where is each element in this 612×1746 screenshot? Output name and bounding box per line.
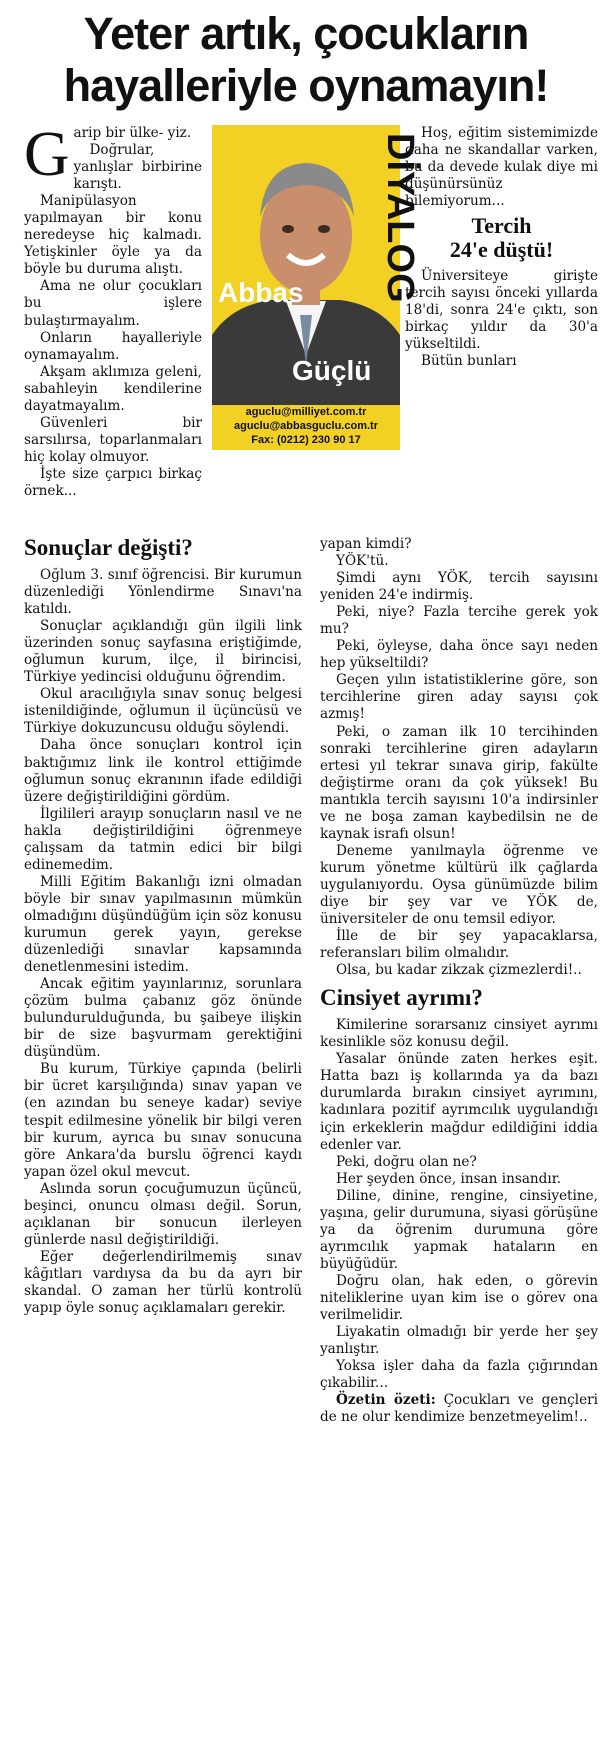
right-continue-paragraph-10: Olsa, bu kadar zikzak çizmezlerdi!.. [336, 962, 582, 979]
right-section-paragraph-6: Doğru olan, hak eden, o görevin niteliklerine uyan kim ise o görev ona verilmelidir. [320, 1272, 598, 1324]
headline-line-1: Yeter artık, çocukların [83, 8, 529, 59]
right-continue-paragraph-7: Peki, o zaman ilk 10 tercihinden sonraki tercihlerine giren adayların ertesi yıl tekrar sınava girip, fakülte değiştirme oranı da çok yüksek! Bu mantıkla tercih sayısını 10'a indirsinler ve ne boşa zaman kaybedilsin ne de kaynak israfı olsun! [320, 723, 598, 842]
left-section-paragraph-3: Okul aracılığıyla sınav sonuç belgesi istenildiğinde, oğlumun il üçüncüsü ve Türkiye dokuzuncusu olduğu söylendi. [24, 686, 302, 737]
author-first-name: Abbas [218, 277, 304, 308]
right-top-column [405, 125, 598, 371]
right-section-paragraph-2: Yasalar önünde zaten herkes eşit. Hatta bazı iş kollarında ya da bazı durumlarda bırakın cinsiyet ayrımını, kadınlara pozitif ayrımcılık uygulandığı için erkeklerin mağdur edildiğini iddia edenler var. [320, 1051, 598, 1153]
author-last-name: Güçlü [292, 355, 372, 386]
right-continue-paragraph-2: YÖK'tü. [336, 553, 389, 570]
intro-paragraph-2: Doğrular, yanlışlar birbirine karıştı. [73, 142, 202, 193]
right-section-paragraph-1: Kimilerine sorarsanız cinsiyet ayrımı kesinlikle söz konusu değil. [320, 1017, 598, 1051]
left-section-paragraph-5: İlgilileri arayıp sonuçların nasıl ve ne hakla değiştirildiğini öğrenmeye çalışsam da tatmin edici bir bilgi edinemedim. [24, 805, 302, 873]
intro-paragraph-8: İşte size çarpıcı birkaç örnek... [24, 465, 202, 499]
right-continue-paragraph-5: Peki, öyleyse, daha önce sayı neden hep yükseltildi? [320, 638, 598, 672]
right-section-paragraph-3: Peki, doğru olan ne? [336, 1153, 477, 1170]
left-section-body [24, 567, 302, 1317]
left-column [24, 119, 202, 500]
section-heading-tercih: Tercih 24'e düştü! [449, 213, 554, 263]
section-heading-sonuclar: Sonuçlar değişti? [24, 535, 193, 560]
drop-cap: G [24, 119, 70, 189]
right-paragraph-1: Hoş, eğitim sistemimizde daha ne skandallar varken, bu da devede kulak diye mi düşünürsünüz bilemiyorum... [405, 125, 598, 210]
left-section-paragraph-8: Bu kurum, Türkiye çapında (belirli bir ücret karşılığında) sınav yapan ve (en azından bu seneye kadar) seviye tespit edilmesine yönelik bir bilgi veren bir kurum, ayrıca bu sınav sonucuna göre Ankara'da burslu öğrenci kaydı yapan özel okul mevcut. [24, 1061, 302, 1180]
left-section [24, 529, 302, 1317]
right-section-paragraph-7: Liyakatin olmadığı bir yerde her şey yanlıştır. [320, 1324, 598, 1358]
right-continue-column [320, 536, 598, 1426]
intro-paragraph-1: Garip bir ülke- yiz. [24, 119, 192, 189]
right-section-paragraph-4: Her şeyden önce, insan insandır. [336, 1170, 562, 1187]
right-continue-body [320, 536, 598, 979]
left-section-paragraph-4: Daha önce sonuçları kontrol için baktığımız link ile kontrol ettiğimde oğlumun sonuç ekranının ifade edildiği üzere değiştirildiğini gördüm. [24, 737, 302, 805]
right-paragraph-3: Bütün bunları [421, 353, 517, 370]
final-summary: Özetin özeti: Çocukları ve gençleri de ne olur kendimize benzetmeyelim!.. [320, 1392, 599, 1426]
right-continue-paragraph-4: Peki, niye? Fazla tercihe gerek yok mu? [320, 604, 598, 638]
headline-line-2: hayalleriyle oynamayın! [63, 60, 549, 111]
left-section-paragraph-1: Oğlum 3. sınıf öğrencisi. Bir kurumun düzenlediği Yönlendirme Sınavı'na katıldı. [24, 567, 302, 618]
right-section-body [320, 1017, 598, 1392]
left-section-paragraph-7: Ancak eğitim yayınlarınız, sorunlara çözüm bulma çabanız göz önünde bulundurulduğunda, bu şaibeye ilişkin bir de size başvurmam gerektiğini düşündüm. [24, 976, 302, 1061]
right-section-paragraph-8: Yoksa işler daha da fazla çığırından çıkabilir... [320, 1358, 598, 1392]
intro-paragraph-5: Onların hayalleriyle oynamayalım. [24, 329, 202, 363]
diyalog-logo [358, 133, 421, 343]
right-continue-paragraph-1: yapan kimdi? [320, 536, 412, 552]
author-email-2: aguclu@abbasguclu.com.tr [234, 420, 378, 432]
author-contact [212, 405, 400, 447]
intro-paragraph-3: Manipülasyon yapılmayan bir konu neredeyse hiç kalmadı. Yetişkinler öyle ya da böyle bu duruma alıştı. [24, 193, 202, 278]
author-fax: Fax: (0212) 230 90 17 [251, 434, 361, 446]
right-continue-paragraph-9: İlle de bir şey yapacaklarsa, referansları bilim olmalıdır. [320, 928, 598, 962]
intro-paragraph-7: Güvenleri bir sarsılırsa, toparlanmaları hiç kolay olmuyor. [24, 414, 202, 465]
right-continue-paragraph-6: Geçen yılın istatistiklerine göre, son tercihlerine giren aday sayısı çok azmış! [320, 672, 598, 723]
right-continue-paragraph-3: Şimdi aynı YÖK, tercih sayısını yeniden 24'e indirmiş. [320, 570, 598, 604]
right-section-paragraph-5: Diline, dinine, rengine, cinsiyetine, yaşına, gelir durumuna, siyasi görüşüne ya da öğrenim durumuna göre ayrımcılık yapmak hataların en büyüğüdür. [320, 1187, 598, 1272]
author-box [212, 125, 421, 450]
left-section-paragraph-6: Milli Eğitim Bakanlığı izni olmadan böyle bir sınav yapılmasının mümkün olmadığını düşündüğüm için söz konusu kurumun gerek yayın, gerekse düzenlediği sınavlar kapsamında denetlenmesini istedim. [24, 873, 302, 976]
headline [0, 0, 612, 120]
author-email-1: aguclu@milliyet.com.tr [245, 406, 367, 418]
intro-paragraph-4: Ama ne olur çocukları bu işlere bulaştırmayalım. [24, 278, 202, 329]
right-continue-paragraph-8: Deneme yanılmayla öğrenme ve kurum yönetme kültürü ilk çağlarda uygulanıyordu. Oysa günümüzde bilim diye bir şey var ve YÖK de, üniversiteler de onu temsil ediyor. [320, 842, 598, 928]
svg-text:DİYALOG: DİYALOG [379, 133, 421, 303]
right-paragraph-2: Üniversiteye girişte tercih sayısı önceki yıllarda 18'di, sonra 24'e çıktı, son birkaç yıldır da 30'a yükseltildi. [405, 268, 598, 353]
section-heading-cinsiyet: Cinsiyet ayrımı? [320, 985, 483, 1011]
intro-paragraph-6: Akşam aklımıza geleni, sabahleyin kendilerine dayatmayalım. [24, 363, 202, 414]
left-section-paragraph-9: Aslında sorun çocuğumuzun üçüncü, beşinci, onuncu olması değil. Sorun, açıklanan bir sonucun ilerleyen günlerde nasıl değiştirildiği. [24, 1180, 302, 1248]
left-section-paragraph-2: Sonuçlar açıklandığı gün ilgili link üzerinden sonuç sayfasına eriştiğimde, oğlumun kurum, ilçe, il birincisi, Türkiye yedincisi olduğunu öğrendim. [24, 618, 302, 686]
left-section-paragraph-10: Eğer değerlendirilmemiş sınav kâğıtları vardıysa da bu da ayrı bir skandal. O zaman her türlü kontrolü yapıp öyle sonuç açıklamaları gerekir. [24, 1248, 302, 1317]
